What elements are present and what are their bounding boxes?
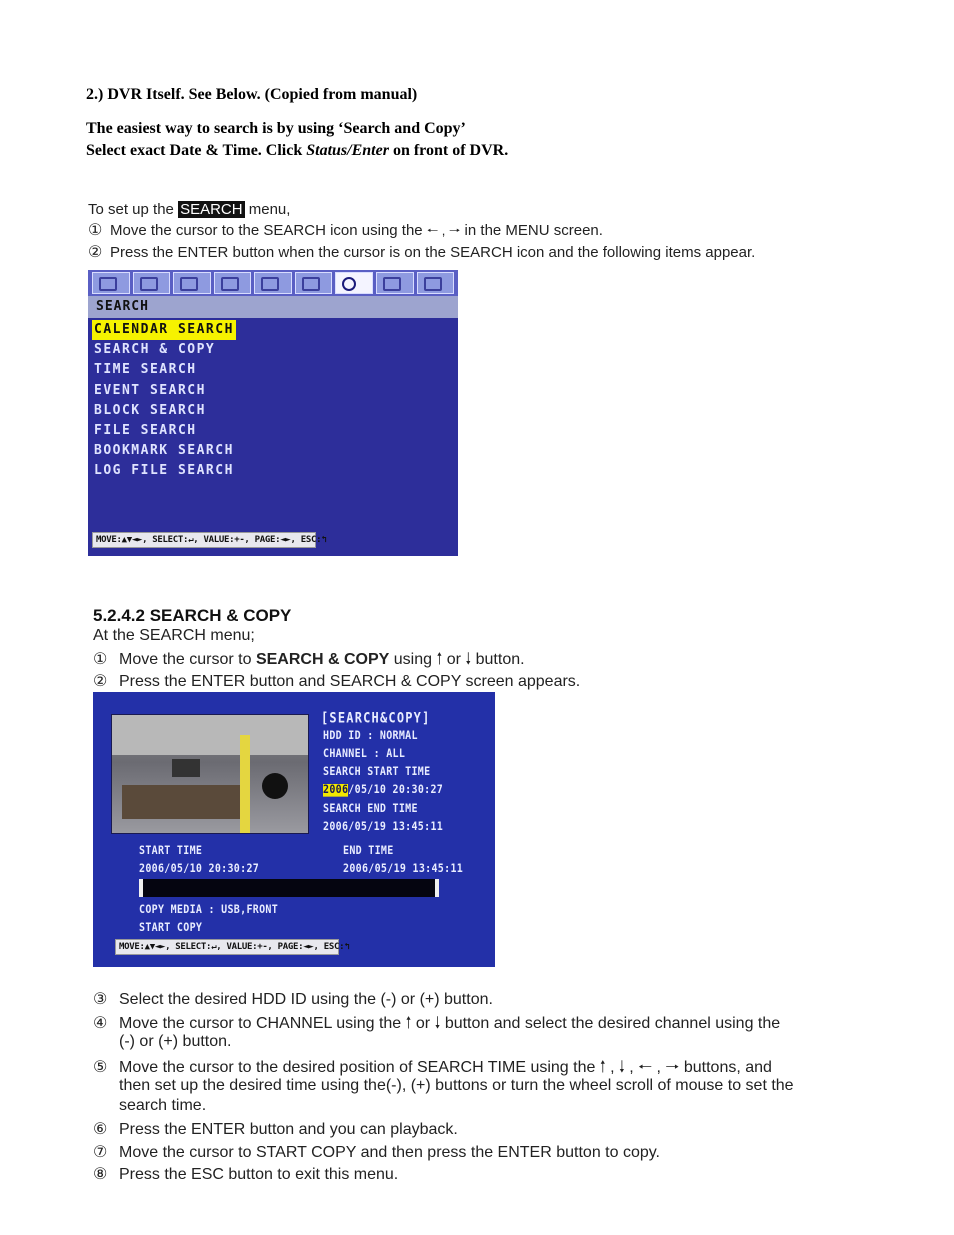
search-end-label: SEARCH END TIME [323,803,418,816]
header-line-1: 2.) DVR Itself. See Below. (Copied from manual) [86,86,418,103]
menu-item-search-copy: SEARCH & COPY [94,342,216,358]
section-step-2-text: Press the ENTER button and SEARCH & COPY screen appears. [119,673,581,690]
event-icon [254,272,292,294]
menu-item-file-search: FILE SEARCH [94,422,197,438]
header-line-3-post: on front of DVR. [388,142,509,159]
menu-item-bookmark-search: BOOKMARK SEARCH [94,443,234,459]
camera-icon [173,272,211,294]
dvr-search-menu-screenshot [88,270,458,556]
start-time-label: START TIME [139,845,203,858]
header-line-3-pre: Select exact Date & Time. Click [86,142,307,159]
step-number: ② [88,244,103,261]
camera-preview-wall [112,715,308,755]
setup-step-2-text: Press the ENTER button when the cursor is on the SEARCH icon and the following items appear. [110,244,756,261]
step-4-continued: (-) or (+) button. [119,1033,232,1050]
step-5-continued-2: search time. [119,1097,207,1114]
key-hint-bar: MOVE:▲▼◄►, SELECT:↵, VALUE:+-, PAGE:◄►, ESC:↰ [115,939,339,955]
display-icon [133,272,171,294]
search-start-year-cursor: 2006 [323,784,349,797]
key-hint-bar: MOVE:▲▼◄►, SELECT:↵, VALUE:+-, PAGE:◄►, ESC:↰ [92,532,316,548]
camera-preview-pole [240,735,250,833]
header-line-3-emphasis: Status/Enter [306,142,389,159]
section-intro: At the SEARCH menu; [93,627,255,644]
header-line-3 [86,142,508,160]
arrow-left-right-icon: 🠐 , 🠒 [426,223,461,238]
step-7-text: Move the cursor to START COPY and then press the ENTER button to copy. [119,1144,660,1161]
setup-intro-highlight: SEARCH [180,201,243,218]
section-step-1-pre: Move the cursor to [119,651,256,668]
step-number: ⑧ [93,1166,108,1183]
menu-title: SEARCH [88,296,458,318]
step-number: ⑤ [93,1059,108,1076]
menu-item-time-search: TIME SEARCH [94,362,197,378]
camera-preview-monitor [172,759,200,777]
menu-item-row [92,320,236,340]
menu-item-log-file-search: LOG FILE SEARCH [94,463,234,479]
time-range-bar [139,879,439,897]
end-time-label: END TIME [343,845,394,858]
record-icon [92,272,130,294]
setup-step-1-pre: Move the cursor to the SEARCH icon using the [110,222,427,239]
search-start-rest: /05/10 20:30:27 [348,784,444,797]
menu-item-event-search: EVENT SEARCH [94,382,206,398]
step-5-continued-1: then set up the desired time using the(-), (+) buttons or turn the wheel scroll of mouse to set the [119,1077,794,1094]
hdd-id-row: HDD ID : NORMAL [323,730,418,743]
setup-intro-pre: To set up the [88,201,179,218]
step-number: ③ [93,991,108,1008]
setup-intro-post: menu, [244,201,291,218]
search-icon [335,272,373,294]
camera-preview-chair [262,773,288,799]
search-end-value: 2006/05/19 13:45:11 [323,821,444,834]
search-start-value [323,784,443,797]
setup-step-2 [88,242,755,262]
search-menu-list [92,320,236,482]
step-number: ① [88,222,103,239]
step-number: ⑦ [93,1144,108,1161]
step-7 [93,1142,660,1162]
device-icon [295,272,333,294]
step-number: ① [93,651,108,668]
step-3 [93,989,493,1009]
dvr-search-copy-screenshot [93,692,495,967]
menu-item-calendar-search: CALENDAR SEARCH [92,320,236,340]
section-step-1-bold: SEARCH & COPY [255,651,390,668]
start-time-value: 2006/05/10 20:30:27 [139,863,260,876]
copy-media-row: COPY MEDIA : USB,FRONT [139,904,279,917]
section-step-2 [93,671,580,691]
section-heading: 5.2.4.2 SEARCH & COPY [93,606,292,625]
network-icon [214,272,252,294]
camera-preview-desk [122,785,242,819]
menu-icon-bar [88,270,458,296]
step-3-text: Select the desired HDD ID using the (-) or (+) button. [119,991,493,1008]
step-8-text: Press the ESC button to exit this menu. [119,1166,399,1183]
step-5-text: Move the cursor to the desired position of SEARCH TIME using the 🠑 , 🠓 , 🠐 , 🠒 buttons, and [119,1059,772,1076]
start-copy-row: START COPY [139,922,203,935]
end-time-value: 2006/05/19 13:45:11 [343,863,464,876]
camera-preview-image [111,714,309,834]
step-number: ⑥ [93,1121,108,1138]
step-6-text: Press the ENTER button and you can playback. [119,1121,458,1138]
setup-intro [88,201,290,218]
step-6 [93,1119,458,1139]
channel-row: CHANNEL : ALL [323,748,406,761]
setup-step-1-post: in the MENU screen. [460,222,603,239]
step-4-text: Move the cursor to CHANNEL using the 🠑 or 🠓 button and select the desired channel using the [119,1015,781,1032]
step-number: ④ [93,1015,108,1032]
setup-step-1 [88,220,603,244]
section-step-1-post: using 🠑 or 🠓 button. [389,651,525,668]
menu-item-block-search: BLOCK SEARCH [94,402,206,418]
exit-icon [417,272,455,294]
system-icon [376,272,414,294]
step-number: ② [93,673,108,690]
header-line-2: The easiest way to search is by using ‘Search and Copy’ [86,120,466,137]
step-8 [93,1164,398,1184]
search-copy-title: [SEARCH&COPY] [321,710,431,727]
search-start-label: SEARCH START TIME [323,766,431,779]
